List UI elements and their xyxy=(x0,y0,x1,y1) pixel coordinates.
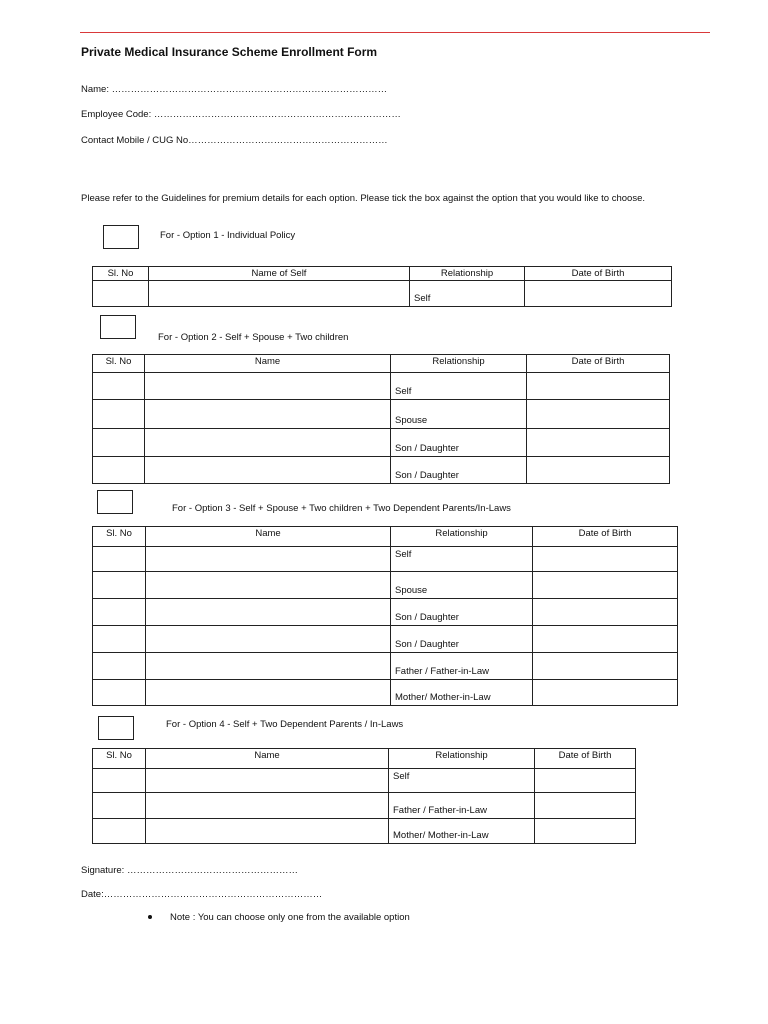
relationship-cell: Self xyxy=(391,373,527,400)
option-3-table xyxy=(92,526,678,706)
dob-cell[interactable] xyxy=(533,653,678,680)
table-row xyxy=(93,547,678,572)
name-cell[interactable] xyxy=(146,769,389,793)
sl-no-cell[interactable] xyxy=(93,281,149,307)
dob-cell[interactable] xyxy=(535,819,636,844)
name-cell[interactable] xyxy=(145,400,391,429)
relationship-cell: Son / Daughter xyxy=(391,457,527,484)
table-header-row xyxy=(93,267,672,281)
table-row xyxy=(93,281,672,307)
option-3-label: For - Option 3 - Self + Spouse + Two children + Two Dependent Parents/In-Laws xyxy=(172,503,511,514)
relationship-cell: Father / Father-in-Law xyxy=(391,653,533,680)
header-name: Name xyxy=(146,749,389,769)
dob-cell[interactable] xyxy=(527,373,670,400)
table-row xyxy=(93,793,636,819)
option-4-checkbox[interactable] xyxy=(98,716,134,740)
header-sl-no: Sl. No xyxy=(93,267,149,281)
table-row xyxy=(93,680,678,706)
table-row xyxy=(93,429,670,457)
dob-cell[interactable] xyxy=(533,572,678,599)
dob-cell[interactable] xyxy=(533,680,678,706)
name-cell[interactable] xyxy=(146,819,389,844)
option-1-table xyxy=(92,266,672,307)
option-3-checkbox[interactable] xyxy=(97,490,133,514)
table-row xyxy=(93,572,678,599)
sl-no-cell[interactable] xyxy=(93,400,145,429)
header-sl-no: Sl. No xyxy=(93,749,146,769)
option-1-checkbox[interactable] xyxy=(103,225,139,249)
table-header-row xyxy=(93,527,678,547)
option-4-table xyxy=(92,748,636,844)
relationship-cell: Father / Father-in-Law xyxy=(389,793,535,819)
sl-no-cell[interactable] xyxy=(93,769,146,793)
relationship-cell: Self xyxy=(391,547,533,572)
header-date-of-birth: Date of Birth xyxy=(527,355,670,373)
sl-no-cell[interactable] xyxy=(93,547,146,572)
instructions-text: Please refer to the Guidelines for premium details for each option. Please tick the box against the option that you would like to choose. xyxy=(81,193,645,204)
note-text: Note : You can choose only one from the available option xyxy=(170,912,410,923)
dob-cell[interactable] xyxy=(533,626,678,653)
name-cell[interactable] xyxy=(146,680,391,706)
sl-no-cell[interactable] xyxy=(93,680,146,706)
name-cell[interactable] xyxy=(149,281,410,307)
sl-no-cell[interactable] xyxy=(93,626,146,653)
sl-no-cell[interactable] xyxy=(93,599,146,626)
header-relationship: Relationship xyxy=(389,749,535,769)
header-date-of-birth: Date of Birth xyxy=(535,749,636,769)
dob-cell[interactable] xyxy=(525,281,672,307)
table-row xyxy=(93,769,636,793)
name-cell[interactable] xyxy=(146,793,389,819)
dob-cell[interactable] xyxy=(535,793,636,819)
dob-cell[interactable] xyxy=(527,400,670,429)
sl-no-cell[interactable] xyxy=(93,819,146,844)
contact-mobile-field[interactable]: Contact Mobile / CUG No……………………………………………………… xyxy=(81,135,388,146)
dob-cell[interactable] xyxy=(533,599,678,626)
header-sl-no: Sl. No xyxy=(93,527,146,547)
name-cell[interactable] xyxy=(146,547,391,572)
sl-no-cell[interactable] xyxy=(93,457,145,484)
date-field[interactable]: Date:…………………………………………………………… xyxy=(81,889,323,900)
relationship-cell: Mother/ Mother-in-Law xyxy=(389,819,535,844)
header-rule xyxy=(80,32,710,33)
name-cell[interactable] xyxy=(146,572,391,599)
header-relationship: Relationship xyxy=(391,527,533,547)
name-cell[interactable] xyxy=(145,429,391,457)
sl-no-cell[interactable] xyxy=(93,373,145,400)
header-relationship: Relationship xyxy=(410,267,525,281)
header-date-of-birth: Date of Birth xyxy=(525,267,672,281)
name-cell[interactable] xyxy=(146,599,391,626)
employee-code-field[interactable]: Employee Code: …………………………………………………………………… xyxy=(81,109,401,120)
form-title: Private Medical Insurance Scheme Enrollment Form xyxy=(81,45,378,59)
table-row xyxy=(93,400,670,429)
note-item xyxy=(148,912,410,923)
dob-cell[interactable] xyxy=(535,769,636,793)
table-row xyxy=(93,626,678,653)
sl-no-cell[interactable] xyxy=(93,653,146,680)
header-name: Name xyxy=(146,527,391,547)
header-name: Name of Self xyxy=(149,267,410,281)
header-sl-no: Sl. No xyxy=(93,355,145,373)
header-date-of-birth: Date of Birth xyxy=(533,527,678,547)
name-cell[interactable] xyxy=(145,457,391,484)
table-row xyxy=(93,599,678,626)
name-cell[interactable] xyxy=(146,626,391,653)
option-2-table xyxy=(92,354,670,484)
table-row xyxy=(93,819,636,844)
table-header-row xyxy=(93,355,670,373)
sl-no-cell[interactable] xyxy=(93,429,145,457)
relationship-cell: Spouse xyxy=(391,572,533,599)
name-cell[interactable] xyxy=(146,653,391,680)
relationship-cell: Spouse xyxy=(391,400,527,429)
option-4-label: For - Option 4 - Self + Two Dependent Parents / In-Laws xyxy=(166,719,404,730)
table-row xyxy=(93,373,670,400)
relationship-cell: Mother/ Mother-in-Law xyxy=(391,680,533,706)
bullet-icon xyxy=(148,915,152,919)
relationship-cell: Son / Daughter xyxy=(391,626,533,653)
option-2-label: For - Option 2 - Self + Spouse + Two children xyxy=(158,332,349,343)
relationship-cell: Self xyxy=(389,769,535,793)
sl-no-cell[interactable] xyxy=(93,793,146,819)
option-1-label: For - Option 1 - Individual Policy xyxy=(160,230,296,241)
relationship-cell: Son / Daughter xyxy=(391,429,527,457)
sl-no-cell[interactable] xyxy=(93,572,146,599)
name-cell[interactable] xyxy=(145,373,391,400)
dob-cell[interactable] xyxy=(527,429,670,457)
dob-cell[interactable] xyxy=(533,547,678,572)
option-2-checkbox[interactable] xyxy=(100,315,136,339)
dob-cell[interactable] xyxy=(527,457,670,484)
relationship-cell: Son / Daughter xyxy=(391,599,533,626)
header-name: Name xyxy=(145,355,391,373)
table-header-row xyxy=(93,749,636,769)
header-relationship: Relationship xyxy=(391,355,527,373)
relationship-cell: Self xyxy=(410,281,525,307)
table-row xyxy=(93,457,670,484)
name-field[interactable]: Name: …………………………………………………………………………… xyxy=(81,84,388,95)
table-row xyxy=(93,653,678,680)
signature-field[interactable]: Signature: ……………………………………………… xyxy=(81,865,298,876)
